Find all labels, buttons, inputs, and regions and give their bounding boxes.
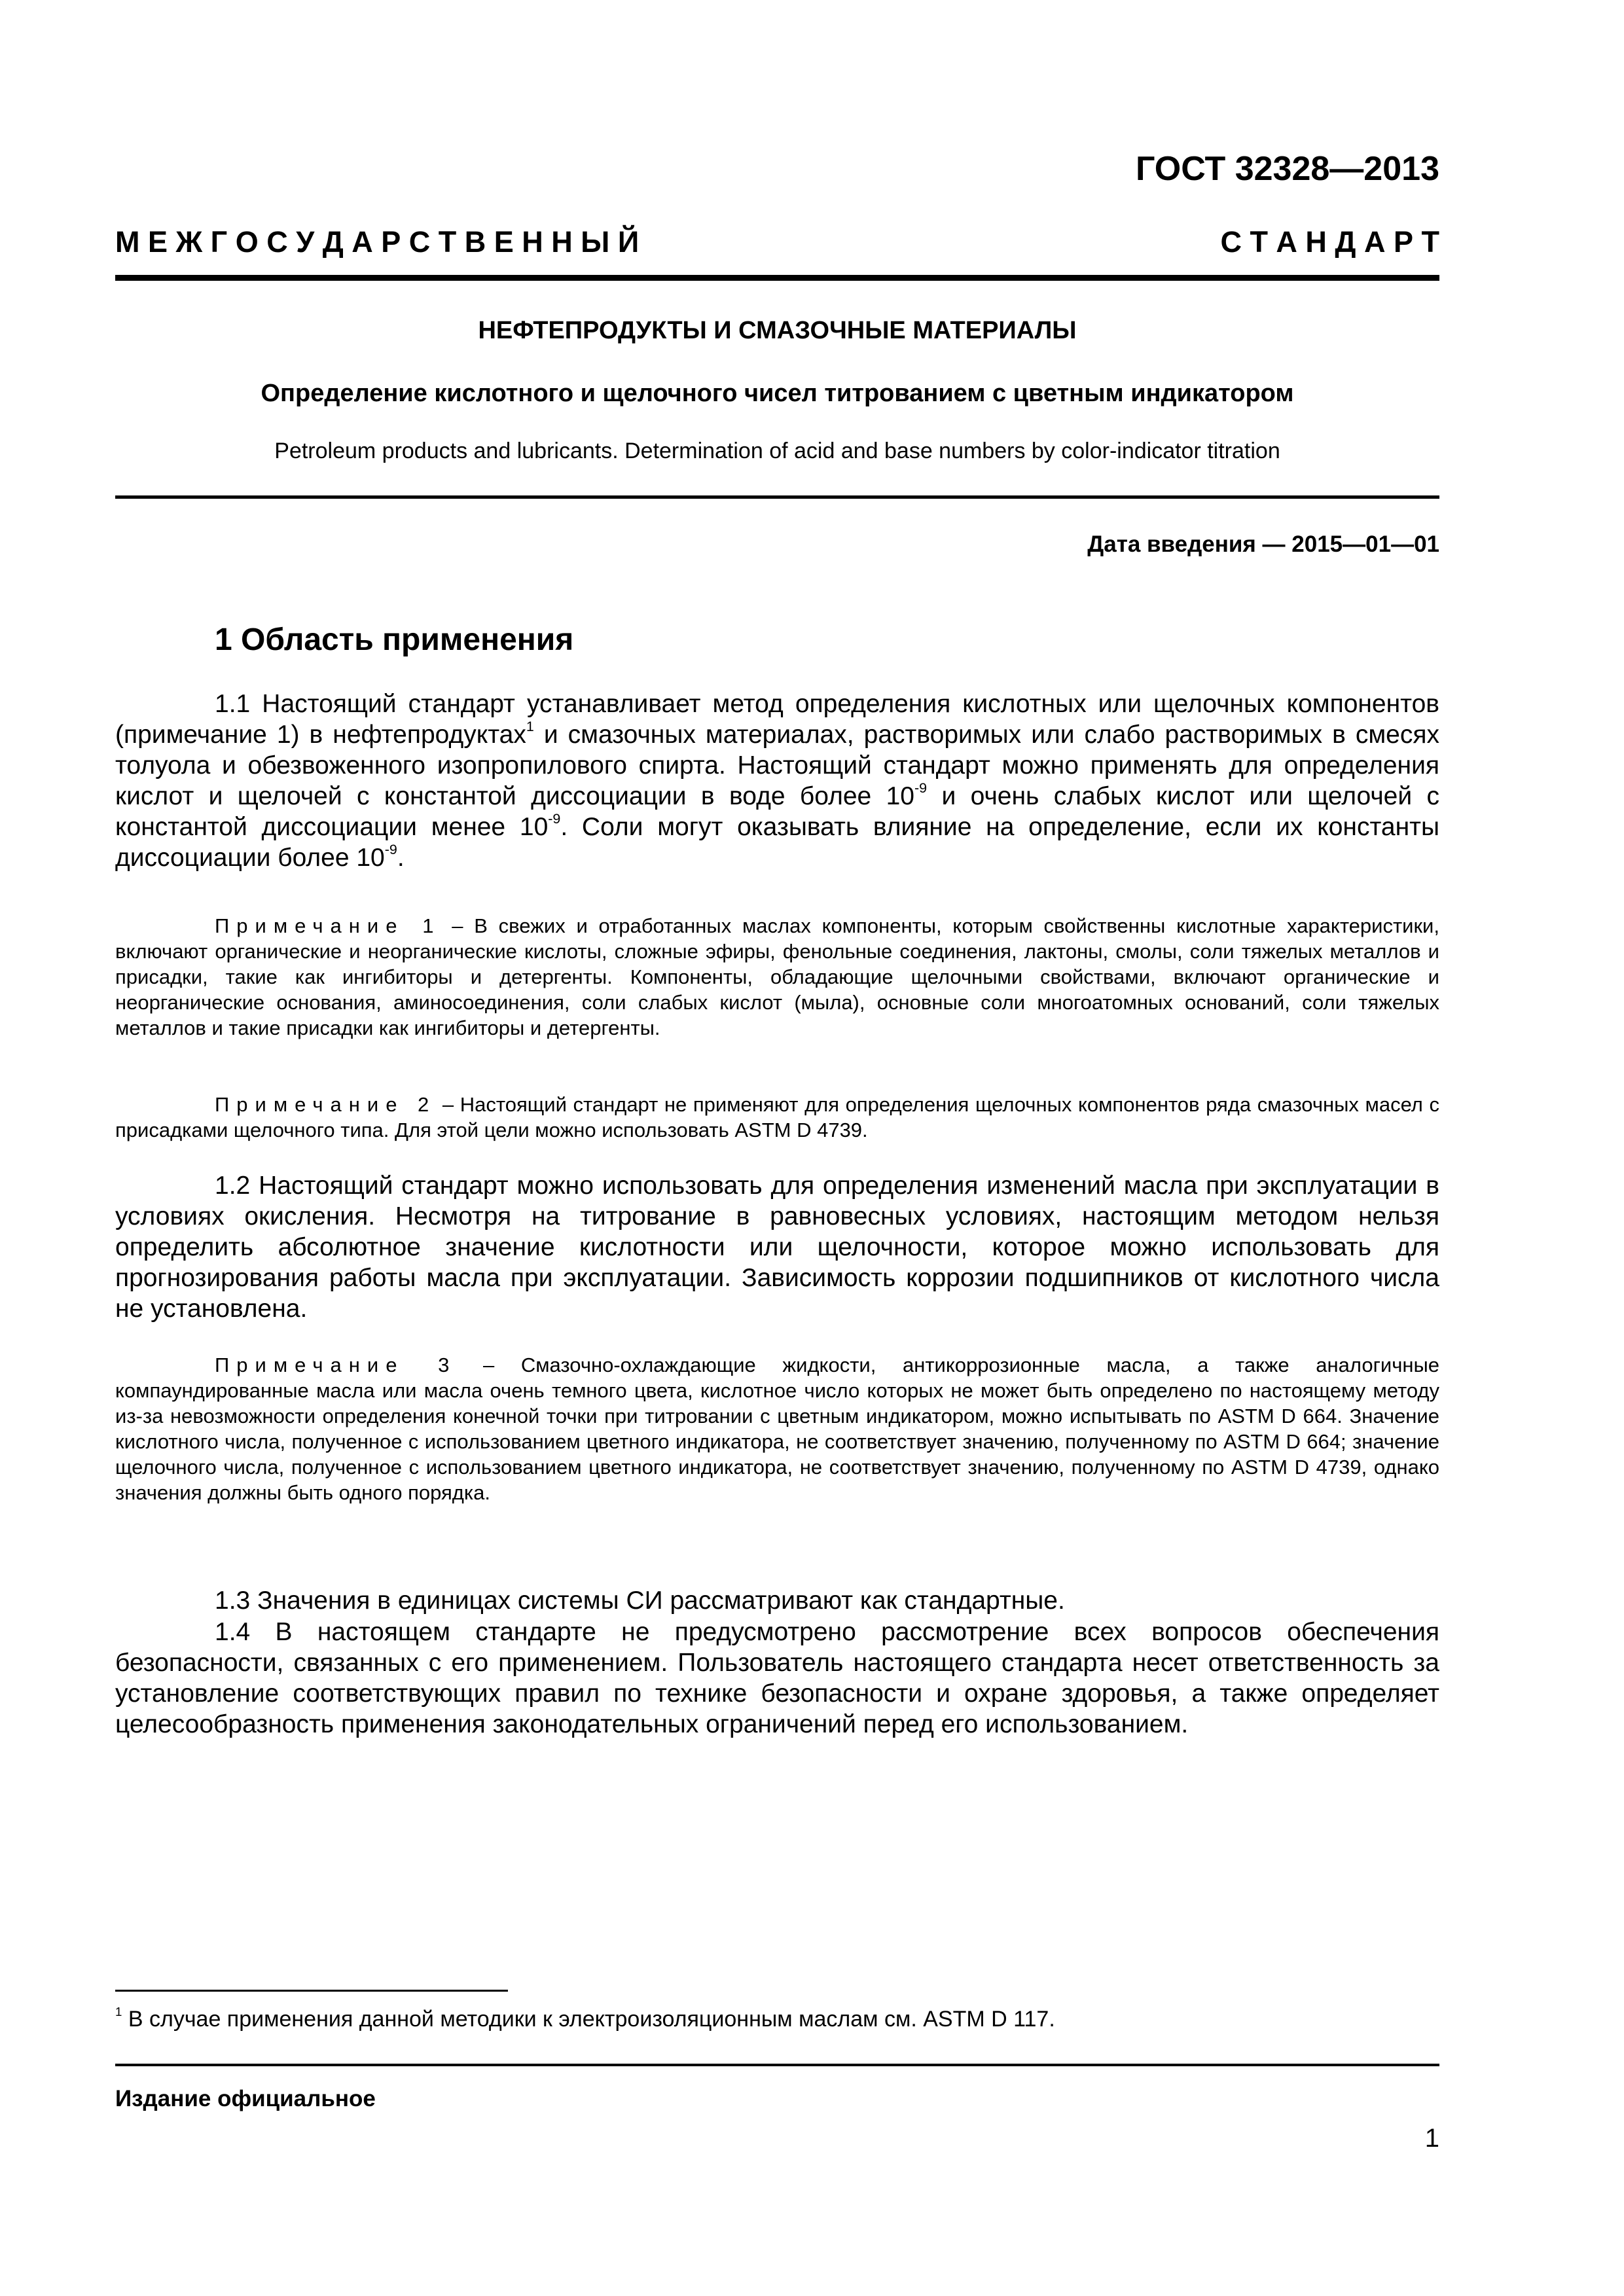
standard-word: С Т А Н Д А Р Т xyxy=(1220,225,1439,259)
standard-code: ГОСТ 32328—2013 xyxy=(1136,150,1439,188)
paragraph-1-2: 1.2 Настоящий стандарт можно использовать для определения изменений масла при эксплуатации в условиях окисления. Несмотря на титрование в равновесных условиях, настоящим методом нельзя определить абсолютное значение кислотности или щелочности, которое можно использовать для прогнозирования работы масла при эксплуатации. Зависимость коррозии подшипников от кислотного числа не установлена. xyxy=(115,1172,1439,1323)
page-number: 1 xyxy=(1424,2124,1439,2153)
note-1: Примечание 1 – В свежих и отработанных маслах компоненты, которым свойственны кислотные характеристики, включают органические и неорганические кислоты, сложные эфиры, фенольные соединения, лактоны, смолы, соли тяжелых металлов и присадки, такие как ингибиторы и детергенты. Компоненты, обладающие щелочными свойствами, включают органические и неорганические основания, аминосоединения, соли слабых кислот (мыла), основные соли многоатомных оснований, соли тяжелых металлов и такие присадки как ингибиторы и детергенты. xyxy=(115,914,1439,1039)
footnote-reference: 1 xyxy=(526,718,534,734)
section-heading: 1 Область применения xyxy=(215,622,574,657)
interstate-standard-banner xyxy=(115,225,1439,259)
footnote: $^1$ В случае применения данной методики к электроизоляционным маслам см. ASTM D 117. xyxy=(115,2005,1055,2032)
footer-rule xyxy=(115,2064,1439,2066)
paragraph-1-3: 1.3 Значения в единицах системы СИ рассматривают как стандартные. xyxy=(215,1587,1065,1615)
note-label: Примечание 3 xyxy=(215,1354,457,1376)
note-label: Примечание 1 xyxy=(215,914,441,937)
introduction-date: Дата введения — 2015—01—01 xyxy=(1087,531,1439,557)
document-subtitle: Определение кислотного и щелочного чисел титрованием с цветным индикатором xyxy=(261,380,1294,407)
paragraph-1-4: 1.4 В настоящем стандарте не предусмотрено рассмотрение всех вопросов обеспечения безопасности, связанных с его применением. Пользователь настоящего стандарта несет ответственность за установление соответствующих правил по технике безопасности и охране здоровья, а также определяет целесообразность применения законодательных ограничений перед его использованием. xyxy=(115,1618,1439,1738)
paragraph-1-1: 1.1 Настоящий стандарт устанавливает метод определения кислотных или щелочных компонентов (примечание 1) в нефтепродуктах$^1$ и смазочных материалах, растворимых или слабо растворимых в смесях толуола и обезвоженного изопропилового спирта. Настоящий стандарт можно применять для определения кислот и щелочей с константой диссоциации в воде более $10^{-9}$ и очень слабых кислот или щелочей с константой диссоциации менее $10^{-9}$. Соли могут оказывать влияние на определение, если их константы диссоциации более $10^{-9}$. xyxy=(115,690,1440,872)
title-rule xyxy=(115,495,1439,499)
document-title: НЕФТЕПРОДУКТЫ И СМАЗОЧНЫЕ МАТЕРИАЛЫ xyxy=(478,317,1077,344)
note-2: Примечание 2 – Настоящий стандарт не применяют для определения щелочных компонентов ряда смазочных масел с присадками щелочного типа. Для этой цели можно использовать ASTM D 4739. xyxy=(115,1093,1439,1141)
interstate-word: М Е Ж Г О С У Д А Р С Т В Е Н Н Ы Й xyxy=(115,225,640,259)
header-rule-thick xyxy=(115,275,1439,281)
official-edition-label: Издание официальное xyxy=(115,2086,376,2111)
note-label: Примечание 2 xyxy=(215,1093,437,1116)
note-3: Примечание 3 – Смазочно-охлаждающие жидкости, антикоррозионные масла, а также аналогичные компаундированные масла или масла очень темного цвета, кислотное число которых не может быть определено по настоящему методу из-за невозможности определения конечной точки при титровании с цветным индикатором, можно испытывать по ASTM D 664. Значение кислотного числа, полученное с использованием цветного индикатора, не соответствует значению, полученному по ASTM D 664; значение щелочного числа, полученное с использованием цветного индикатора, не соответствует значению, полученному по ASTM D 4739, однако значения должны быть одного порядка. xyxy=(115,1354,1439,1504)
document-title-english: Petroleum products and lubricants. Determination of acid and base numbers by color-indicator titration xyxy=(274,439,1280,463)
footnote-rule xyxy=(115,1990,508,1992)
